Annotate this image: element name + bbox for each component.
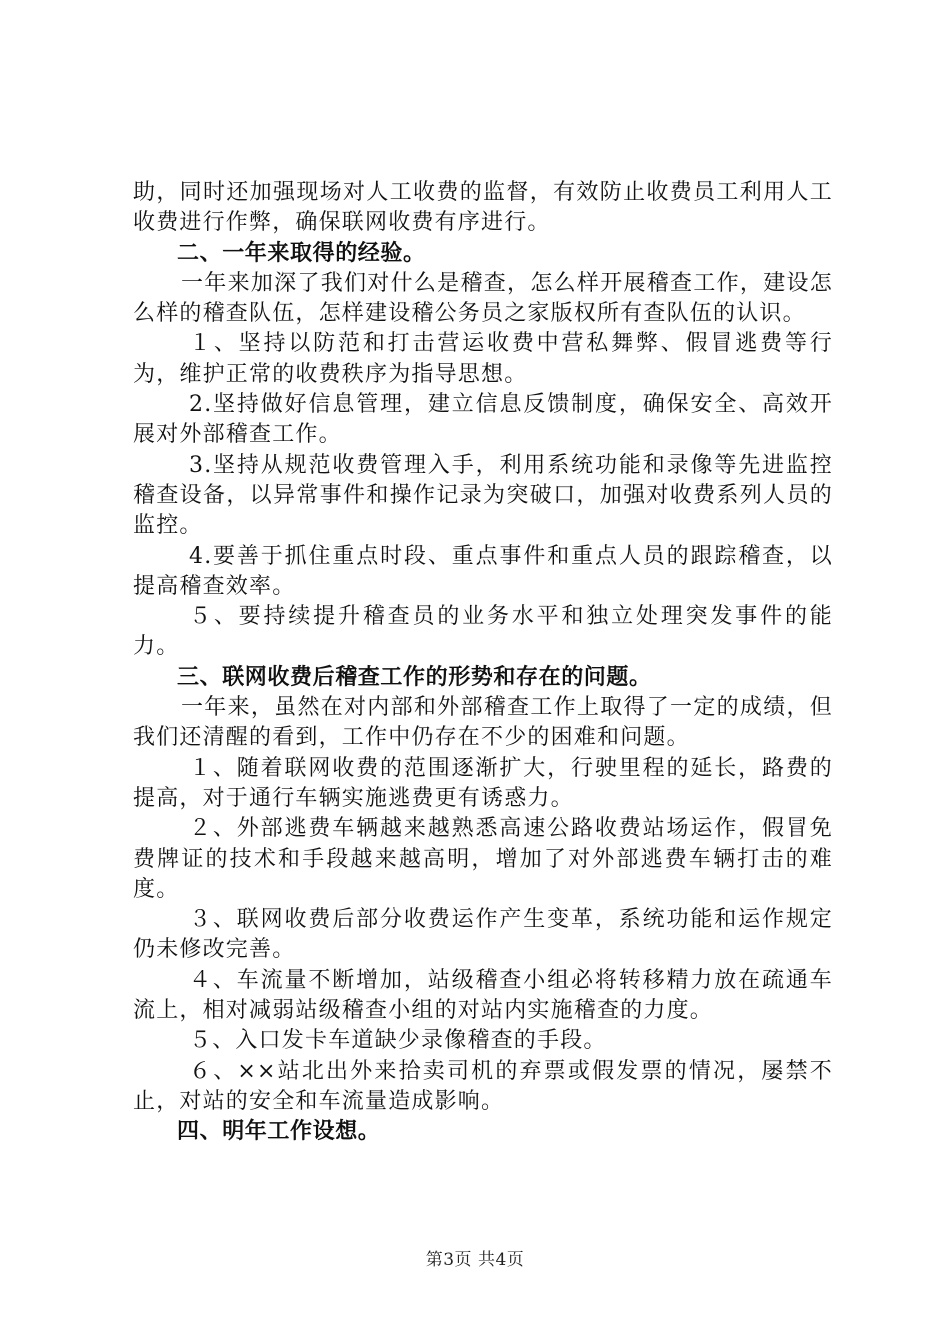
list-item-experience-1: １、坚持以防范和打击营运收费中营私舞弊、假冒逃费等行为，维护正常的收费秩序为指导思想。 [133,331,833,387]
list-item-problem-5: ５、入口发卡车道缺少录像稽查的手段。 [189,1028,607,1054]
page-number-footer: 第3页 共4页 [425,1250,525,1270]
section-heading-problems: 三、联网收费后稽查工作的形势和存在的问题。 [177,664,652,690]
section-heading-plans: 四、明年工作设想。 [177,1119,381,1145]
list-item-experience-5: ５、要持续提升稽查员的业务水平和独立处理突发事件的能力。 [133,604,833,660]
list-item-experience-2: 2.坚持做好信息管理，建立信息反馈制度，确保安全、高效开展对外部稽查工作。 [133,392,833,448]
paragraph-continuation: 助，同时还加强现场对人工收费的监督，有效防止收费员工利用人工收费进行作弊，确保联网收费有序进行。 [133,180,833,236]
list-item-problem-4: ４、车流量不断增加，站级稽查小组必将转移精力放在疏通车流上，相对减弱站级稽查小组的对站内实施稽查的力度。 [133,967,833,1024]
paragraph-experience-intro: 一年来加深了我们对什么是稽查，怎么样开展稽查工作，建设怎么样的稽查队伍，怎样建设稽公务员之家版权所有查队伍的认识。 [133,270,833,327]
list-item-problem-3: ３、联网收费后部分收费运作产生变革，系统功能和运作规定仍未修改完善。 [133,907,833,963]
document-body [133,178,833,1148]
section-heading-experience: 二、一年来取得的经验。 [177,240,426,266]
list-item-problem-6: ６、××站北出外来拾卖司机的弃票或假发票的情况，屡禁不止，对站的安全和车流量造成影响。 [133,1058,833,1114]
list-item-problem-2: ２、外部逃费车辆越来越熟悉高速公路收费站场运作，假冒免费牌证的技术和手段越来越高明，增加了对外部逃费车辆打击的难度。 [133,816,833,902]
list-item-experience-3: 3.坚持从规范收费管理入手，利用系统功能和录像等先进监控稽查设备，以异常事件和操作记录为突破口，加强对收费系列人员的监控。 [133,452,833,539]
list-item-problem-1: １、随着联网收费的范围逐渐扩大，行驶里程的延长，路费的提高，对于通行车辆实施逃费更有诱惑力。 [133,755,833,811]
paragraph-problems-intro: 一年来，虽然在对内部和外部稽查工作上取得了一定的成绩，但我们还清醒的看到，工作中仍存在不少的困难和问题。 [133,695,833,751]
list-item-experience-4: 4.要善于抓住重点时段、重点事件和重点人员的跟踪稽查，以提高稽查效率。 [133,543,833,599]
